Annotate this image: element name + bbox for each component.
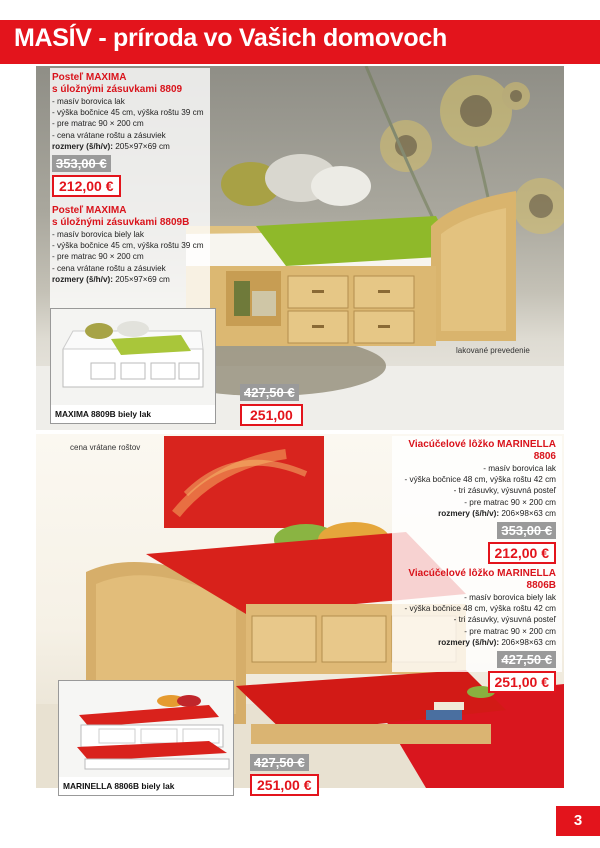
lacquer-note: lakované prevedenie — [456, 346, 530, 355]
spec-line: - výška bočnice 48 cm, výška roštu 42 cm — [404, 475, 556, 485]
inset-price-group — [250, 754, 319, 796]
maxima-8809b-title: Posteľ MAXIMA — [52, 205, 127, 217]
old-price: 427,50 € — [250, 754, 309, 771]
inset-caption: MARINELLA 8806B biely lak — [63, 781, 175, 791]
spec-line: - masív borovica lak — [52, 97, 125, 106]
spec-line: - výška bočnice 48 cm, výška roštu 42 cm — [404, 604, 556, 614]
dimensions-label: rozmery (š/h/v): — [52, 274, 113, 284]
new-price: 212,00 € — [488, 542, 557, 564]
spec-line: - pre matrac 90 × 200 cm — [464, 497, 556, 507]
maxima-8809-subtitle: s úložnými zásuvkami 8809 — [52, 84, 183, 95]
spec-line: - výška bočnice 45 cm, výška roštu 39 cm — [52, 241, 204, 251]
page-title: MASÍV - príroda vo Vašich domovoch — [14, 24, 447, 52]
maxima-8809b-inset — [50, 308, 216, 424]
spec-line: - výška bočnice 45 cm, výška roštu 39 cm — [52, 108, 204, 118]
dimensions-value: 206×98×63 cm — [501, 637, 556, 647]
marinella-8806-title: Viacúčelové lôžko MARINELLA 8806 — [408, 439, 556, 462]
old-price: 353,00 € — [52, 155, 111, 172]
dimensions-label: rozmery (š/h/v): — [52, 141, 113, 151]
dimensions-line — [52, 141, 206, 152]
spec-line: - cena vrátane roštu a zásuviek — [52, 130, 166, 140]
maxima-8809-title: Posteľ MAXIMA — [52, 72, 127, 83]
page-number: 3 — [556, 806, 600, 836]
new-price: 212,00 € — [52, 175, 121, 197]
old-price: 427,50 € — [240, 384, 299, 401]
spec-line: - masív borovica biely lak — [52, 230, 144, 240]
page-header — [0, 20, 600, 64]
marinella-info-panel — [392, 436, 562, 691]
maxima-8809b-subtitle: s úložnými zásuvkami 8809B — [52, 217, 190, 229]
spec-line: - cena vrátane roštu a zásuviek — [52, 263, 166, 273]
dimensions-value: 206×98×63 cm — [501, 508, 556, 518]
spec-line: - pre matrac 90 × 200 cm — [52, 252, 144, 262]
old-price: 427,50 € — [497, 651, 556, 668]
roster-note: cena vrátane roštov — [70, 443, 141, 452]
dimensions-label: rozmery (š/h/v): — [438, 637, 500, 647]
dimensions-line — [392, 637, 556, 648]
inset-price-group — [240, 384, 303, 426]
old-price: 353,00 € — [497, 522, 556, 539]
white-bed-illustration — [51, 309, 215, 405]
spec-line: - tri zásuvky, výsuvná posteľ — [453, 486, 556, 496]
new-price: 251,00 € — [250, 774, 319, 796]
spec-line: - tri zásuvky, výsuvná posteľ — [453, 615, 556, 625]
spec-line: - pre matrac 90 × 200 cm — [52, 119, 144, 129]
white-trundle-bed-illustration — [59, 681, 233, 777]
dimensions-label: rozmery (š/h/v): — [438, 508, 500, 518]
new-price: 251,00 — [240, 404, 303, 426]
dimensions-line — [52, 274, 206, 285]
marinella-8806b-inset — [58, 680, 234, 796]
marinella-8806b-title: Viacúčelové lôžko MARINELLA 8806B — [408, 568, 556, 592]
spec-line: - masív borovica lak — [483, 464, 556, 473]
spec-line: - masív borovica biely lak — [464, 593, 556, 603]
dimensions-value: 205×97×69 cm — [115, 141, 170, 151]
dimensions-value: 205×97×69 cm — [115, 274, 170, 284]
spec-line: - pre matrac 90 × 200 cm — [464, 626, 556, 636]
inset-caption: MAXIMA 8809B biely lak — [55, 409, 152, 419]
dimensions-line — [392, 508, 556, 519]
maxima-info-panel — [50, 68, 210, 308]
new-price: 251,00 € — [488, 671, 557, 693]
